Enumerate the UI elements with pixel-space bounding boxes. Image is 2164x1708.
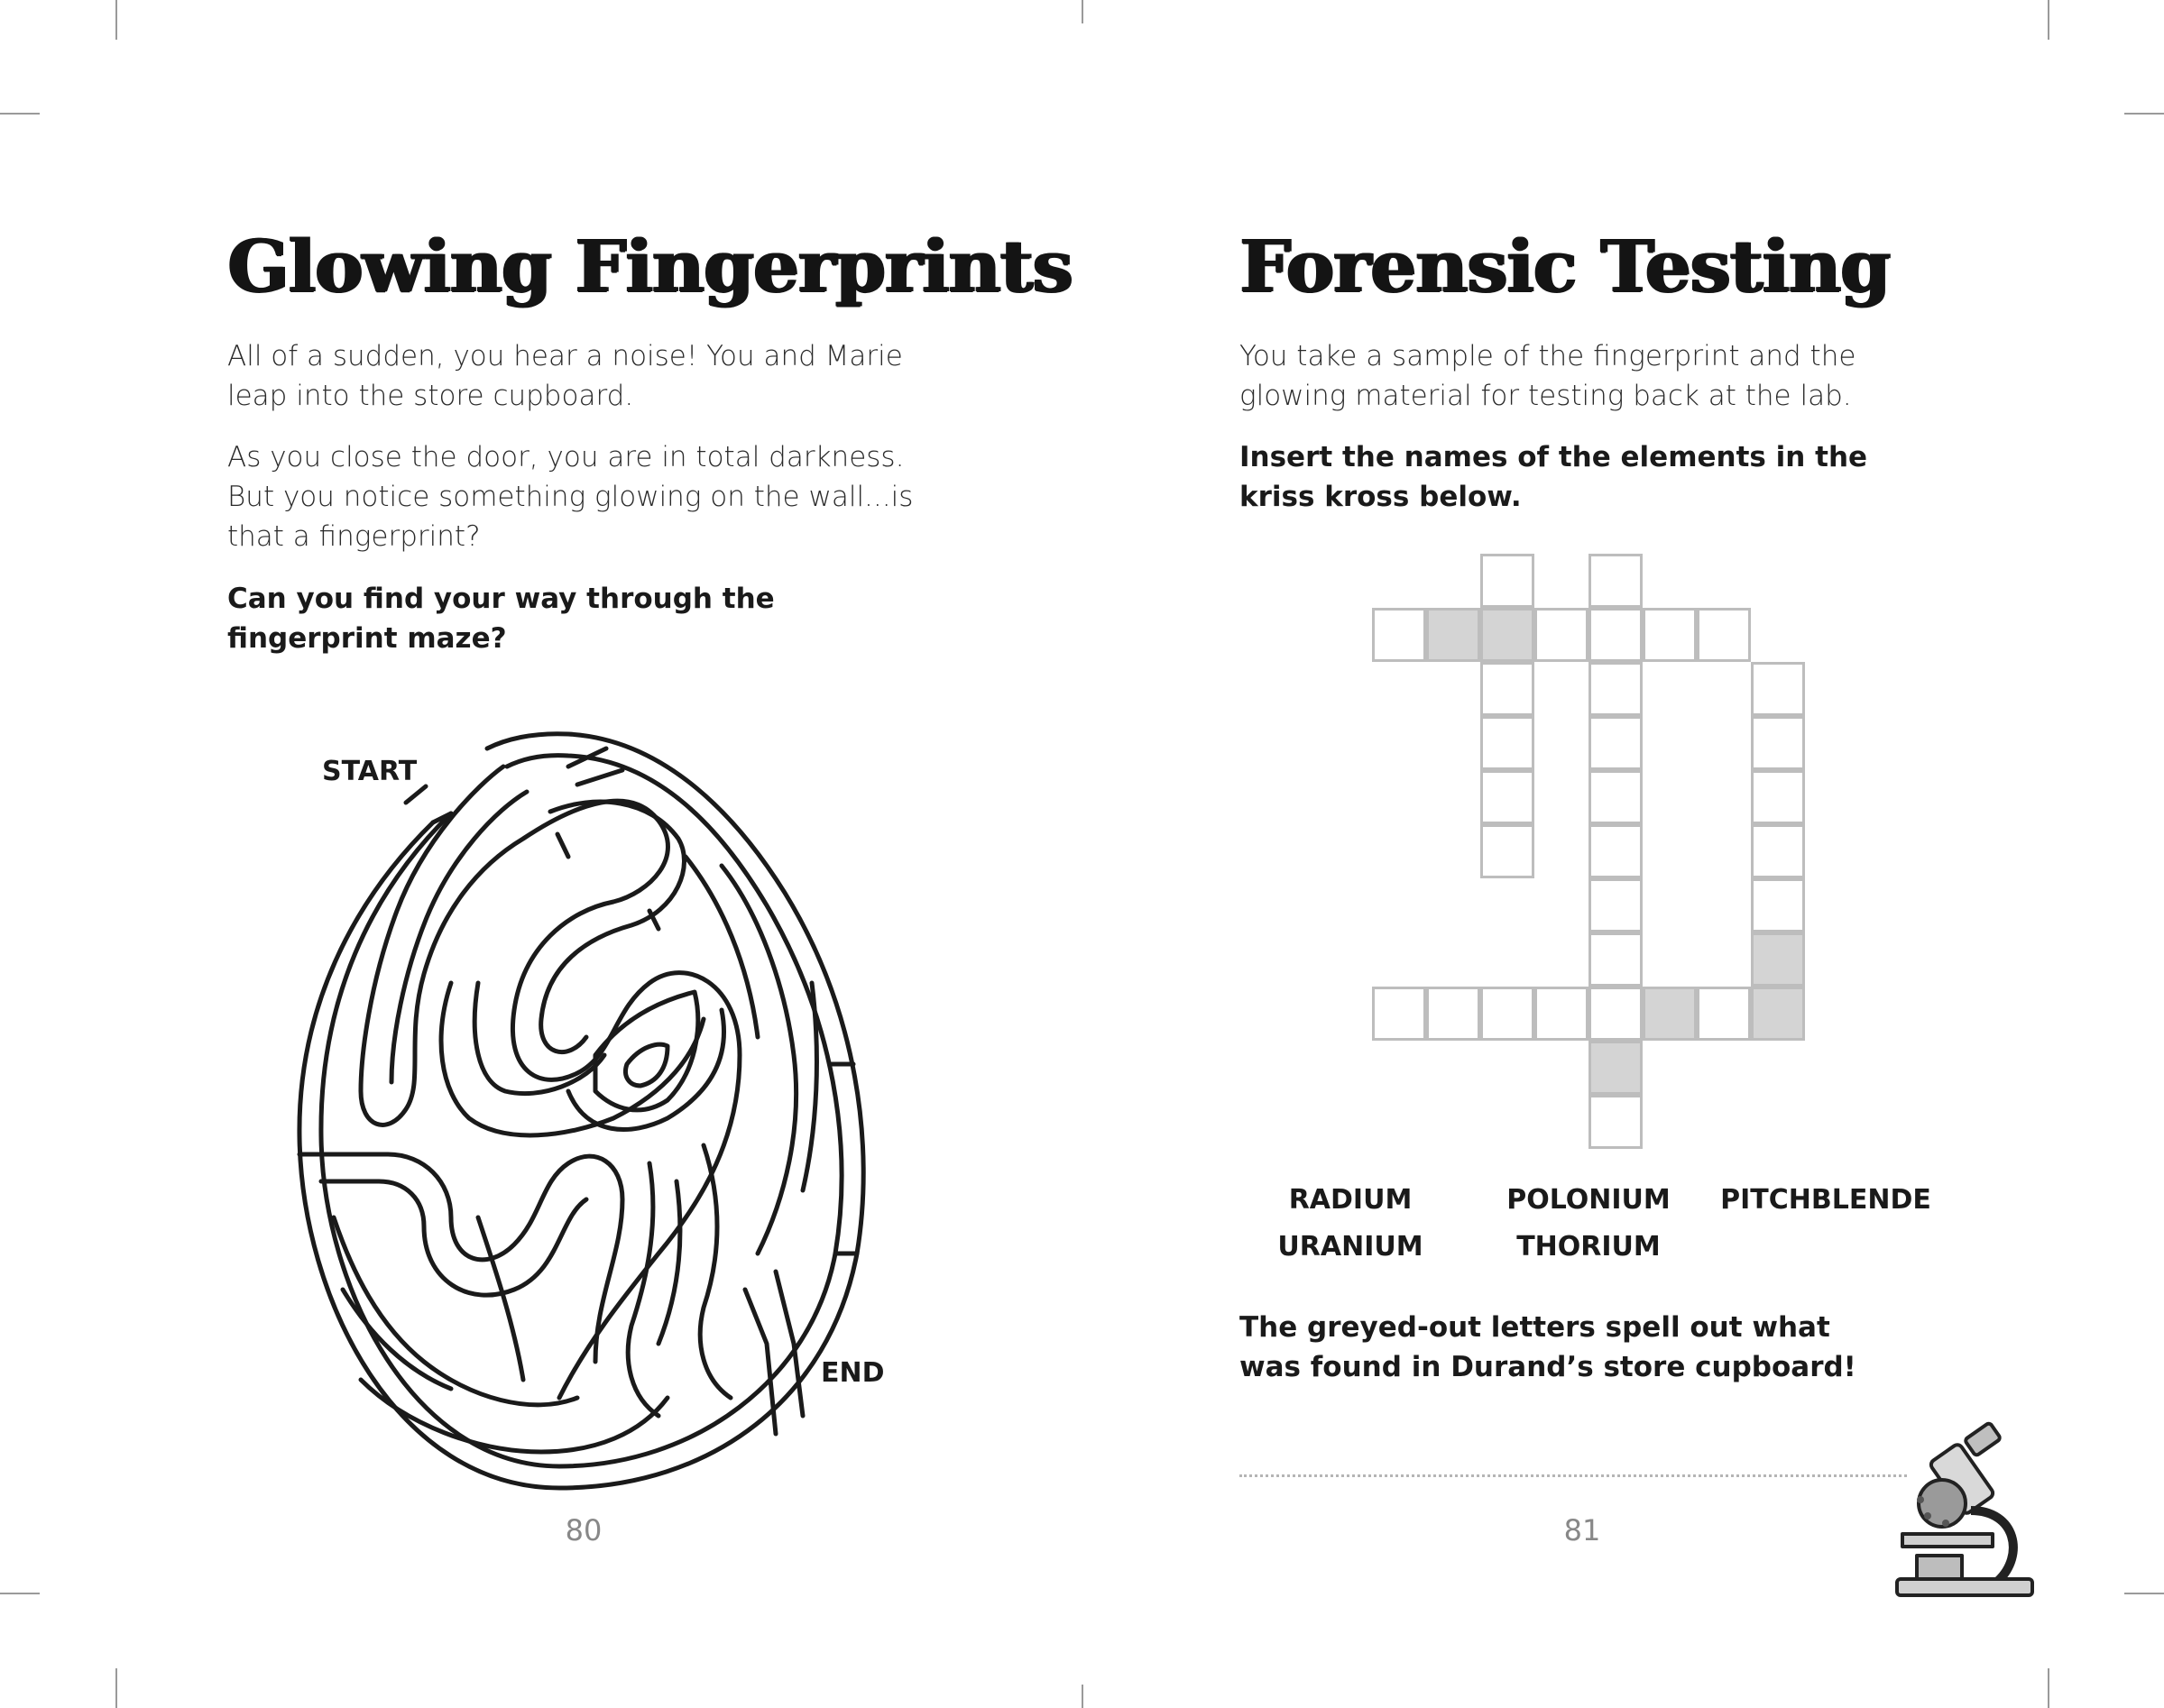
- grid-cell-shaded[interactable]: [1480, 608, 1534, 662]
- crop-mark: [1082, 1685, 1083, 1708]
- footer-hint: The greyed-out letters spell out what was found in Durand’s store cupboard!: [1239, 1311, 1856, 1383]
- crop-mark: [2124, 1593, 2164, 1594]
- page-title: Forensic Testing: [1239, 224, 1890, 308]
- crop-mark: [2124, 113, 2164, 115]
- maze-wall: [803, 983, 816, 1190]
- grid-cell[interactable]: [1588, 770, 1643, 824]
- grid-cell[interactable]: [1751, 662, 1805, 716]
- grid-cell[interactable]: [1588, 932, 1643, 987]
- grid-cell[interactable]: [1588, 878, 1643, 932]
- grid-cell[interactable]: [1480, 824, 1534, 878]
- kriss-kross-instruction: Insert the names of the elements in the kriss kross below.: [1239, 441, 1868, 513]
- grid-cell[interactable]: [1588, 662, 1643, 716]
- crop-mark: [2048, 0, 2049, 40]
- grid-cell-shaded[interactable]: [1643, 987, 1697, 1041]
- grid-cell[interactable]: [1643, 608, 1697, 662]
- crop-mark: [0, 113, 40, 115]
- grid-cell[interactable]: [1751, 824, 1805, 878]
- grid-cell[interactable]: [1480, 770, 1534, 824]
- word-list-item: RADIUM: [1288, 1184, 1413, 1216]
- grid-cell[interactable]: [1751, 716, 1805, 770]
- grid-cell[interactable]: [1588, 608, 1643, 662]
- maze-wall: [406, 786, 426, 803]
- maze-wall: [361, 1380, 668, 1452]
- intro-paragraph: All of a sudden, you hear a noise! You and Marie leap into the store cupboard.: [227, 340, 903, 412]
- dotted-divider: [1239, 1474, 1907, 1477]
- grid-cell[interactable]: [1426, 987, 1480, 1041]
- grid-cell[interactable]: [1372, 987, 1426, 1041]
- maze-wall: [577, 770, 622, 785]
- grid-cell-shaded[interactable]: [1751, 932, 1805, 987]
- grid-cell[interactable]: [1480, 987, 1534, 1041]
- story-paragraph: As you close the door, you are in total darkness. But you notice something glowing on the wall...is that a fingerprint?: [227, 441, 914, 553]
- grid-cell[interactable]: [1588, 554, 1643, 608]
- grid-cell[interactable]: [1588, 987, 1643, 1041]
- grid-cell-shaded[interactable]: [1751, 987, 1805, 1041]
- grid-cell[interactable]: [1534, 608, 1588, 662]
- maze-wall: [391, 792, 527, 1082]
- maze-wall: [722, 866, 797, 1253]
- word-list-item: THORIUM: [1516, 1231, 1661, 1263]
- grid-cell[interactable]: [1588, 716, 1643, 770]
- maze-instruction: Can you find your way through the fingerprint maze?: [227, 583, 775, 655]
- maze-wall: [595, 992, 698, 1110]
- maze-start-label: START: [322, 756, 418, 787]
- maze-wall: [557, 834, 568, 857]
- word-list-item: POLONIUM: [1506, 1184, 1671, 1216]
- grid-cell[interactable]: [1480, 554, 1534, 608]
- word-list-item: PITCHBLENDE: [1720, 1184, 1931, 1216]
- maze-wall: [658, 1181, 680, 1344]
- word-list-item: URANIUM: [1277, 1231, 1423, 1263]
- grid-cell[interactable]: [1751, 770, 1805, 824]
- fingerprint-maze: [271, 712, 920, 1524]
- maze-end-label: END: [821, 1357, 885, 1389]
- crop-mark: [1082, 0, 1083, 23]
- grid-cell[interactable]: [1480, 716, 1534, 770]
- page-number: 81: [1563, 1513, 1601, 1547]
- page-title: Glowing Fingerprints: [227, 224, 1073, 308]
- grid-cell[interactable]: [1480, 662, 1534, 716]
- crop-mark: [115, 0, 117, 40]
- grid-cell[interactable]: [1588, 824, 1643, 878]
- grid-cell[interactable]: [1588, 1095, 1643, 1149]
- page-number: 80: [565, 1513, 603, 1547]
- crop-mark: [0, 1593, 40, 1594]
- grid-cell-shaded[interactable]: [1426, 608, 1480, 662]
- intro-paragraph: You take a sample of the fingerprint and the glowing material for testing back at the lab.: [1239, 340, 1856, 412]
- grid-cell[interactable]: [1697, 608, 1751, 662]
- maze-wall: [625, 1044, 668, 1086]
- grid-cell[interactable]: [1372, 608, 1426, 662]
- grid-cell-shaded[interactable]: [1588, 1041, 1643, 1095]
- grid-cell[interactable]: [1751, 878, 1805, 932]
- crop-mark: [115, 1668, 117, 1708]
- crop-mark: [2048, 1668, 2049, 1708]
- microscope-icon: [1890, 1420, 2043, 1601]
- grid-cell[interactable]: [1534, 987, 1588, 1041]
- grid-cell[interactable]: [1697, 987, 1751, 1041]
